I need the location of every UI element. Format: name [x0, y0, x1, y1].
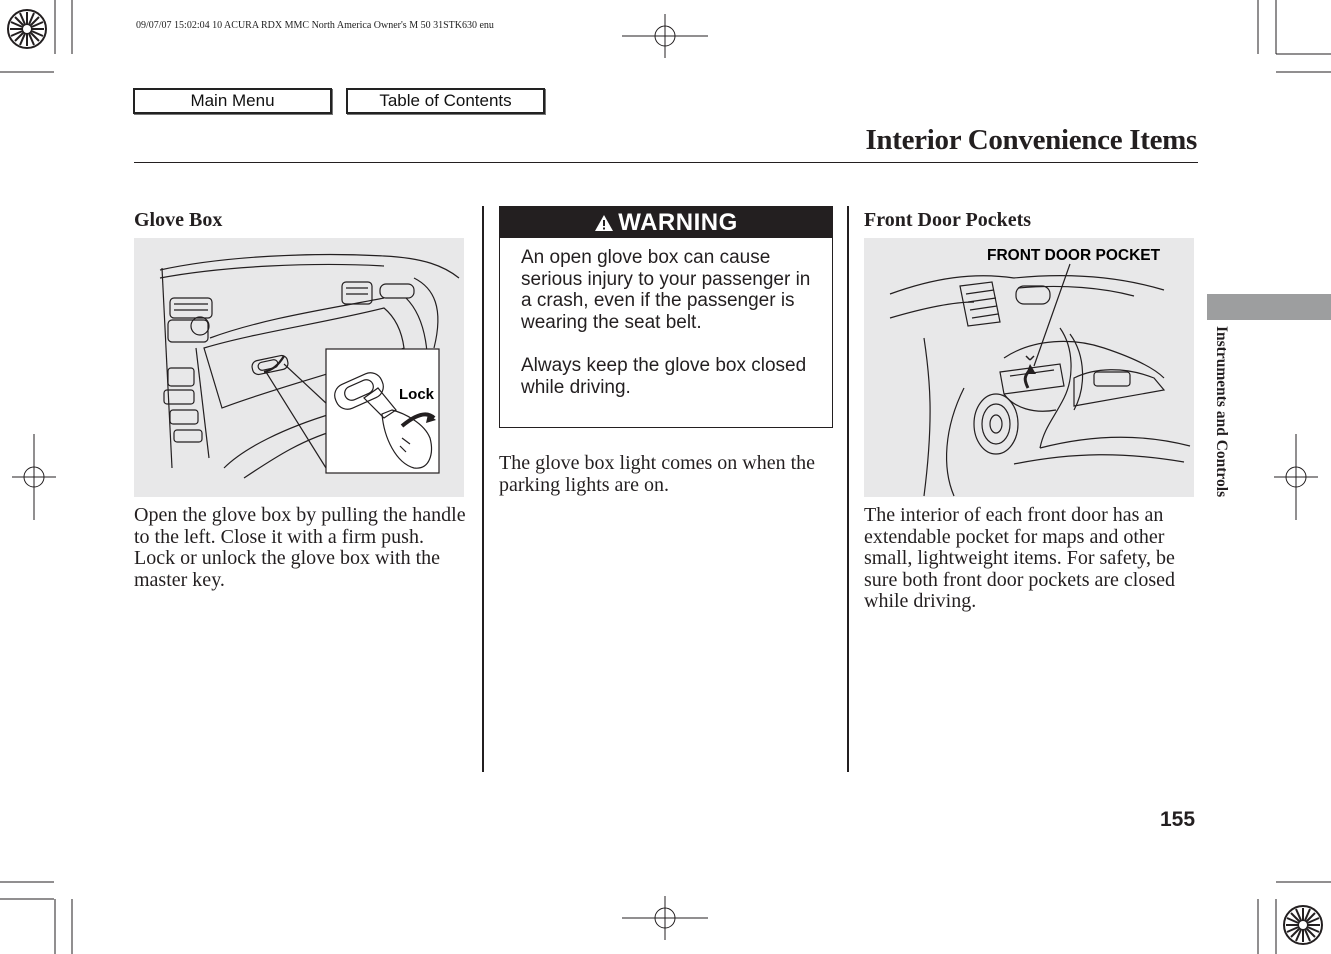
glove-light-text: The glove box light comes on when the parking lights are on.: [499, 452, 816, 496]
front-door-heading: Front Door Pockets: [864, 209, 1032, 231]
warning-title: WARNING: [618, 208, 738, 236]
page-title: Interior Convenience Items: [865, 124, 1197, 156]
warning-paragraph-2: Always keep the glove box closed while driving.: [521, 355, 807, 398]
column-divider-left: [482, 206, 484, 772]
glove-box-illustration: [134, 238, 464, 497]
front-door-pocket-callout: FRONT DOOR POCKET: [987, 247, 1161, 264]
front-door-figure: [864, 238, 1194, 497]
title-rule: [134, 162, 1198, 163]
warning-icon: [594, 214, 614, 232]
front-door-text: The interior of each front door has an extendable pocket for maps and other small, lightweight items. For safety, be sure both front door pockets are closed while driving.: [864, 504, 1176, 612]
page-number: 155: [1160, 808, 1196, 831]
lock-callout: Lock: [399, 386, 435, 403]
print-info: 09/07/07 15:02:04 10 ACURA RDX MMC North America Owner's M 50 31STK630 enu: [136, 20, 494, 31]
section-tab: [1207, 294, 1331, 320]
glove-box-heading: Glove Box: [134, 209, 223, 231]
glove-box-figure: [134, 238, 464, 497]
warning-header: [500, 207, 832, 238]
front-door-illustration: [864, 238, 1194, 497]
section-tab-label: Instruments and Controls: [1213, 326, 1230, 498]
warning-box: [499, 206, 833, 428]
glove-box-text: Open the glove box by pulling the handle to the left. Close it with a firm push. Lock or unlock the glove box with the master key.: [134, 504, 466, 591]
column-divider-right: [847, 206, 849, 772]
table-of-contents-button[interactable]: Table of Contents: [346, 88, 545, 114]
warning-paragraph-1: An open glove box can cause serious injury to your passenger in a crash, even if the passenger is wearing the seat belt.: [521, 247, 811, 333]
main-menu-button[interactable]: Main Menu: [133, 88, 332, 114]
